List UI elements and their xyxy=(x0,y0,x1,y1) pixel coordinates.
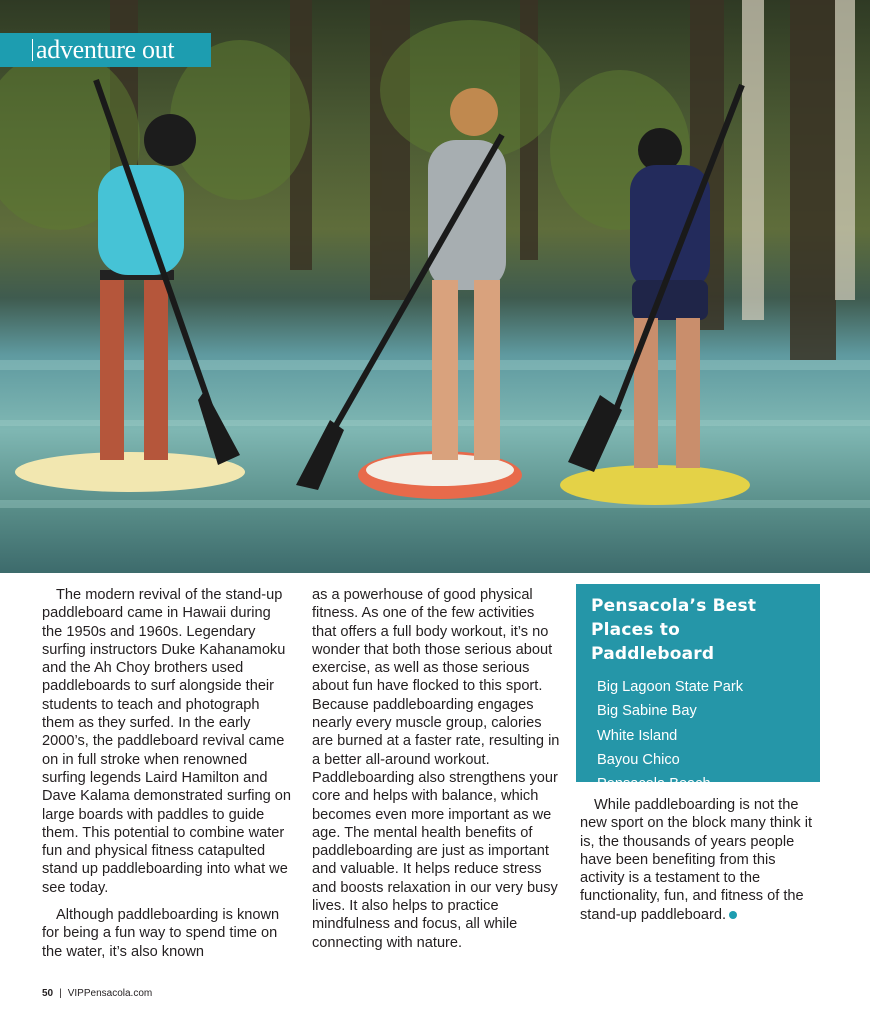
article-column-1 xyxy=(42,586,294,961)
footer-site-link[interactable]: VIPPensacola.com xyxy=(67,988,153,999)
article-paragraph: as a powerhouse of good physical fitness. As one of the few activities that offers a full body workout, it’s no wonder that both those serious about exercise, as well as those serious about fun have flocked to this sport. Because paddleboarding engages nearly every muscle group, calories are burned at a faster rate, resulting in a better all-around workout. Paddleboarding also strengthens your core and helps with balance, which becomes even more important as we age. The mental health benefits of paddleboarding are just as important and valuable. It helps reduce stress and boosts relaxation in our very busy lives. It also helps to practice mindfulness and focus, all while connecting with nature. xyxy=(312,587,560,951)
article-paragraph xyxy=(580,796,820,924)
article-column-2 xyxy=(312,586,562,952)
page-number: 50 xyxy=(42,988,54,999)
list-item: Pensacola Beach xyxy=(597,776,711,793)
footer-separator: | xyxy=(59,988,62,999)
places-list xyxy=(591,675,806,796)
sidebar-best-places xyxy=(576,584,820,793)
section-tag xyxy=(0,33,211,67)
end-of-article-icon xyxy=(729,911,737,919)
paddleboard-right xyxy=(560,465,750,505)
list-item: White Island xyxy=(597,727,678,744)
page-footer xyxy=(42,988,152,999)
section-tag-label: adventure out xyxy=(36,35,175,64)
list-item: Big Lagoon State Park xyxy=(597,679,744,695)
article-column-3 xyxy=(580,796,820,924)
sidebar-title-line: Pensacola’s Best xyxy=(591,596,757,616)
article-paragraph: The modern revival of the stand-up paddleboard came in Hawaii during the 1950s and 1960s. Legendary surfing instructors Duke Kahanamoku and the Ah Choy brothers used paddleboards to surf alongside their students to teach and photograph them as they surfed. In the early 2000’s, the paddleboard revival came on in full stroke when renowned surfing legends Laird Hamilton and Dave Kalama demonstrated surfing on large boards with paddles to guide them. This potential to combine water fun and physical fitness catapulted stand up paddleboarding into what we see today. xyxy=(42,587,292,896)
paddleboard-left xyxy=(15,452,245,492)
sidebar-title-line: Places to Paddleboard xyxy=(591,620,715,664)
section-tag-divider xyxy=(32,39,33,61)
sidebar-title xyxy=(591,594,806,666)
list-item: Big Sabine Bay xyxy=(597,703,697,720)
article-paragraph-text: While paddleboarding is not the new sport on the block many think it is, the thousands of years people have been benefiting from this activity is a testament to the functionality, fun, and fitness of the stand-up paddleboard. xyxy=(580,797,812,923)
article-paragraph: Although paddleboarding is known for being a fun way to spend time on the water, it’s also known xyxy=(42,907,280,960)
list-item: Bayou Chico xyxy=(597,751,680,768)
